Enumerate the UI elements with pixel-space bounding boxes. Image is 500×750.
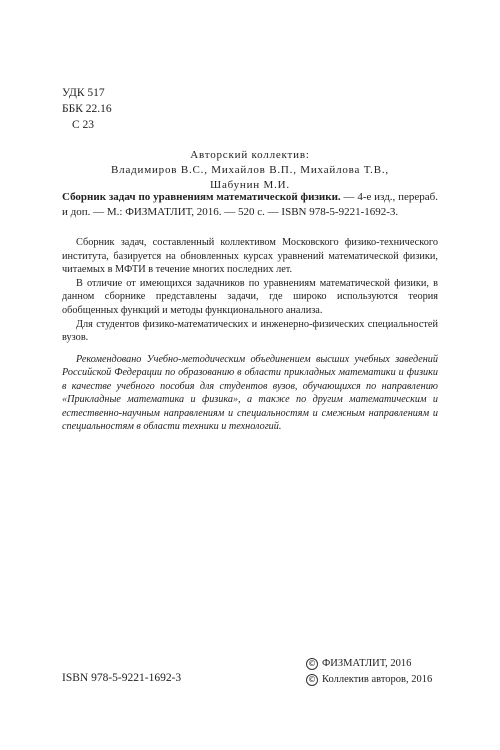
copyright-authors [306,672,432,688]
bibliographic-record [62,190,438,220]
copyright-icon: © [308,675,316,684]
authors-heading: Авторский коллектив: [190,149,310,161]
authors-line-2: Шабунин М.И. [210,179,290,191]
isbn-bottom: ISBN 978-5-9221-1692-3 [62,672,182,684]
classification-codes [62,85,112,133]
author-collective [62,148,438,193]
abstract-paragraph: Для студентов физико-математических и инженерно-физических специальностей вузов. [62,318,438,344]
abstract [62,236,438,345]
bibliographic-details: — 4-е изд., перераб. и доп. — М.: ФИЗМАТЛИТ, 2016. — 520 с. — ISBN 978-5-9221-1692-3. [62,191,439,218]
bbk-code: ББК 22.16 [62,103,112,115]
abstract-paragraph: В отличие от имеющихся задачников по уравнениям математической физики, в данном сборнике представлены задачи, где широко используются теория обобщенных функций и методы функционального анализа. [62,277,438,316]
copyright-publisher [306,656,432,672]
recommendation-text: Рекомендовано Учебно-методическим объединением высших учебных заведений Российской Федерации по образованию в области прикладных математики и физики в качестве учебного пособия для студентов вузов, обучающихся по направлению «Прикладные математика и физика», а также по другим математическим и естественно-научным направлениям и специальностям и смежным направлениям и специальностям в области техники и технологий. [62,354,438,433]
copyright-publisher-text: ФИЗМАТЛИТ, 2016 [322,658,412,669]
abstract-paragraph: Сборник задач, составленный коллективом Московского физико-технического института, базируется на обновленных курсах уравнений математической физики, читаемых в МФТИ в течение многих последних лет. [62,237,438,276]
copyright-authors-text: Коллектив авторов, 2016 [322,674,433,685]
cutter-code: С 23 [72,119,95,131]
copyright-icon: © [308,659,316,668]
authors-line-1: Владимиров В.С., Михайлов В.П., Михайлова Т.В., [111,164,389,176]
copyright-block [306,656,432,688]
udk-code: УДК 517 [62,87,105,99]
book-title: Сборник задач по уравнениям математической физики. [62,191,341,203]
